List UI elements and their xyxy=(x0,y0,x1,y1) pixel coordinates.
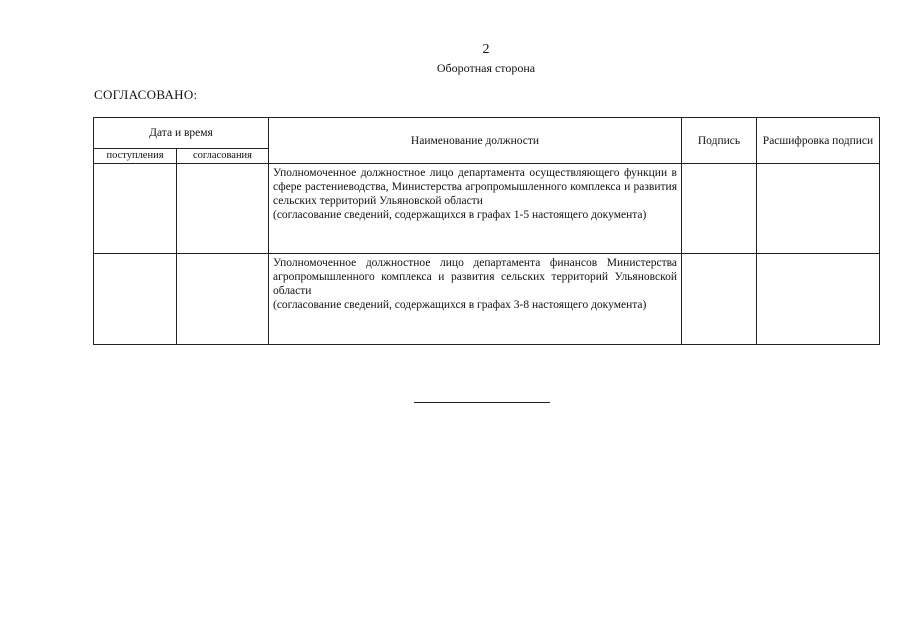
received-header: поступления xyxy=(94,149,177,164)
approved-cell[interactable] xyxy=(177,254,269,345)
approval-table xyxy=(93,117,880,345)
received-cell[interactable] xyxy=(94,164,177,254)
position-header: Наименование должности xyxy=(269,118,682,164)
position-cell xyxy=(269,254,682,345)
position-note: (согласование сведений, содержащихся в графах 3-8 настоящего документа) xyxy=(273,299,647,311)
signature-decode-cell[interactable] xyxy=(757,254,880,345)
table-row xyxy=(94,254,880,345)
position-cell xyxy=(269,164,682,254)
signature-decode-cell[interactable] xyxy=(757,164,880,254)
signature-cell[interactable] xyxy=(682,164,757,254)
position-text: Уполномоченное должностное лицо департамента финансов Министерства агропромышленного комплекса и развития сельских территорий Ульяновской области xyxy=(273,257,677,297)
approved-header: согласования xyxy=(177,149,269,164)
position-note: (согласование сведений, содержащихся в графах 1-5 настоящего документа) xyxy=(273,209,647,221)
position-text: Уполномоченное должностное лицо департамента осуществляющего функции в сфере растениеводства, Министерства агропромышленного комплекса и развития сельских территорий Ульяновской области xyxy=(273,167,677,207)
approval-title: СОГЛАСОВАНО: xyxy=(94,87,198,102)
signature-decode-header: Расшифровка подписи xyxy=(757,118,880,164)
page-subtitle: Оборотная сторона xyxy=(436,61,536,75)
table-header-row xyxy=(94,118,880,149)
table-row xyxy=(94,164,880,254)
signature-header: Подпись xyxy=(682,118,757,164)
date-time-header: Дата и время xyxy=(94,118,269,149)
page-number: 2 xyxy=(482,42,490,57)
approved-cell[interactable] xyxy=(177,164,269,254)
received-cell[interactable] xyxy=(94,254,177,345)
signature-cell[interactable] xyxy=(682,254,757,345)
end-divider-line xyxy=(414,402,550,403)
